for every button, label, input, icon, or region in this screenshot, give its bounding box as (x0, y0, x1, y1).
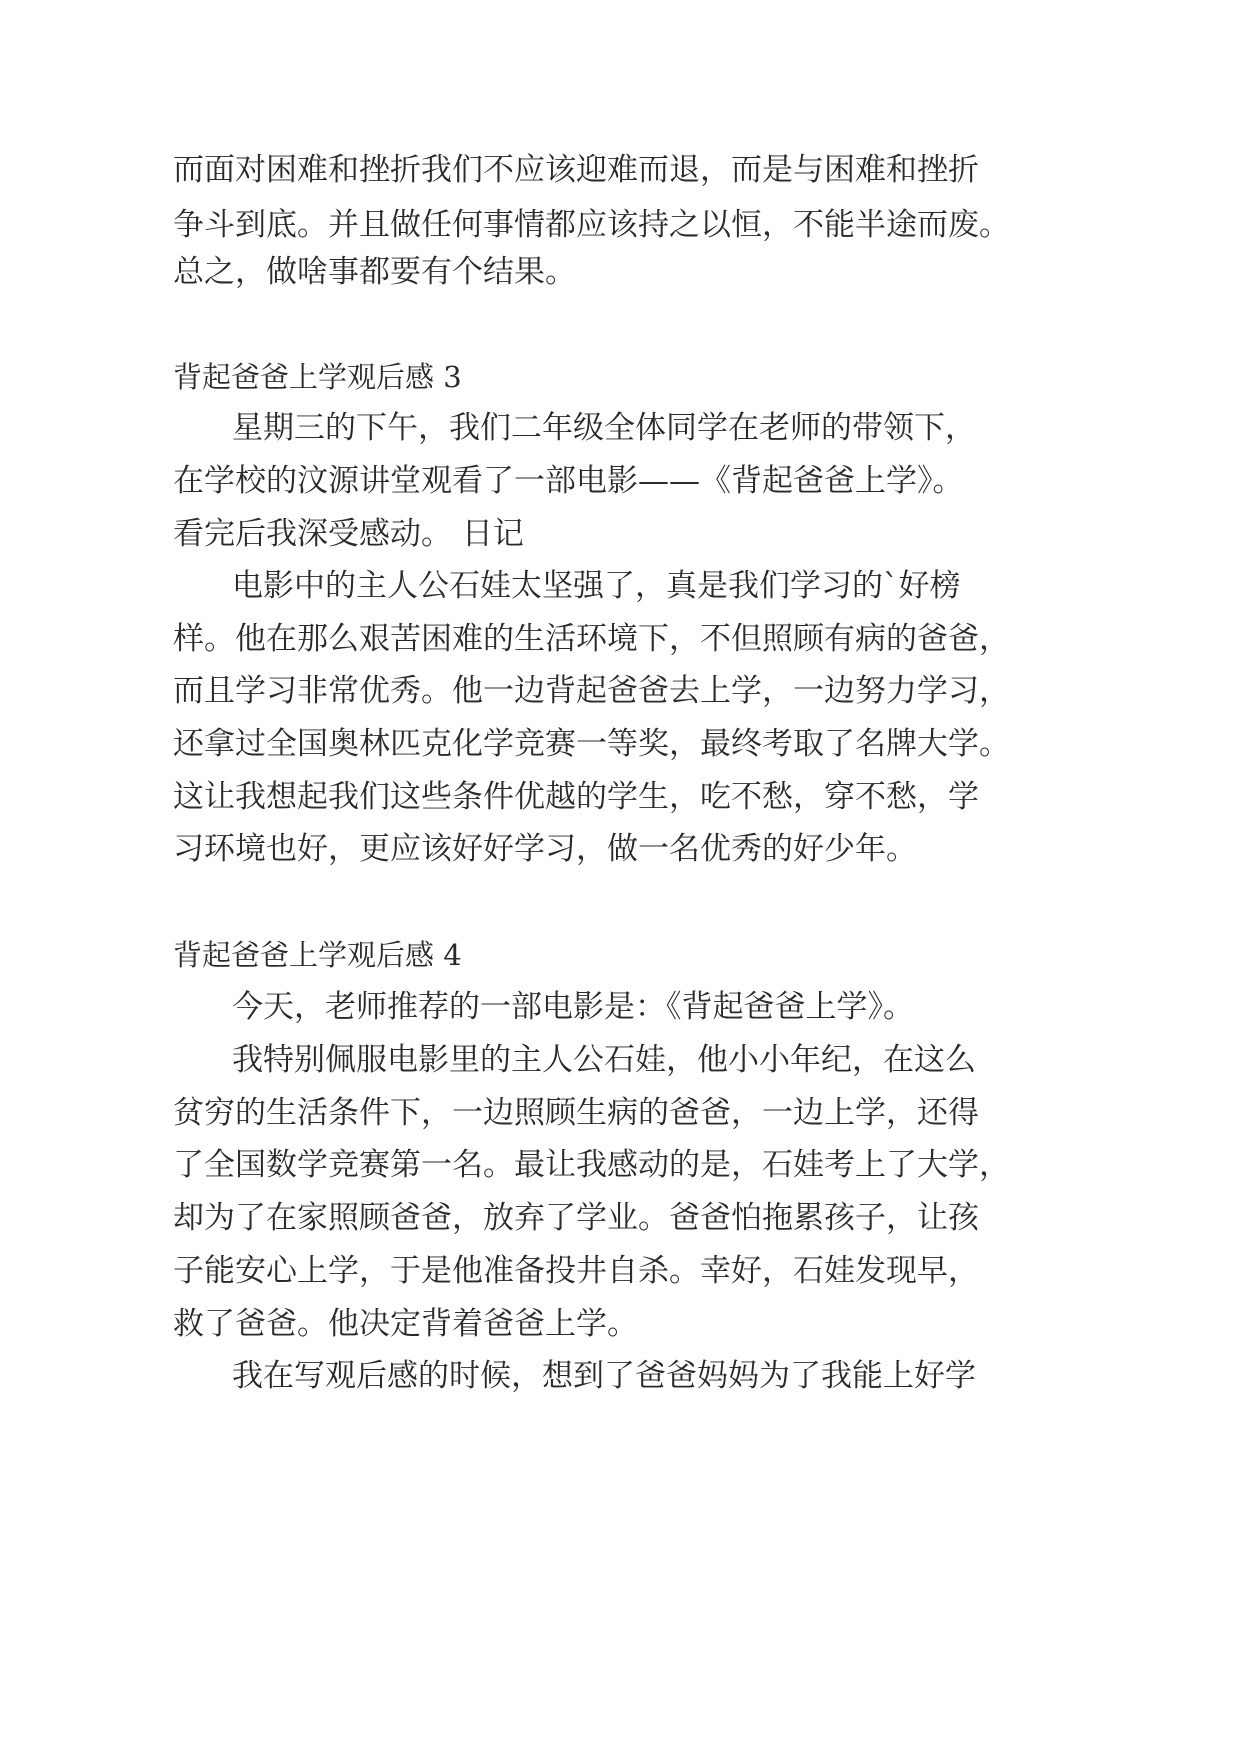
paragraph-line: 还拿过全国奥林匹克化学竞赛一等奖，最终考取了名牌大学。 (173, 726, 1010, 762)
paragraph-line: 这让我想起我们这些条件优越的学生，吃不愁，穿不愁，学 (173, 779, 979, 815)
paragraph-line: 了全国数学竞赛第一名。最让我感动的是，石娃考上了大学， (173, 1147, 1010, 1183)
paragraph-line: 习环境也好，更应该好好学习，做一名优秀的好少年。 (173, 831, 917, 867)
section-heading: 背起爸爸上学观后感 4 (173, 938, 462, 972)
paragraph-line: 今天，老师推荐的一部电影是：《背起爸爸上学》。 (232, 989, 914, 1025)
paragraph-line: 星期三的下午，我们二年级全体同学在老师的带领下， (232, 410, 976, 446)
paragraph-line: 样。他在那么艰苦困难的生活环境下，不但照顾有病的爸爸， (173, 621, 1010, 657)
section-heading: 背起爸爸上学观后感 3 (173, 360, 462, 394)
paragraph-line: 我特别佩服电影里的主人公石娃，他小小年纪，在这么 (232, 1042, 976, 1078)
paragraph-line: 电影中的主人公石娃太坚强了，真是我们学习的`好榜 (232, 568, 961, 604)
paragraph-line: 总之，做啥事都要有个结果。 (173, 254, 576, 290)
paragraph-line: 看完后我深受感动。 日记 (173, 516, 524, 552)
paragraph-line: 而面对困难和挫折我们不应该迎难而退，而是与困难和挫折 (173, 152, 979, 188)
paragraph-line: 救了爸爸。他决定背着爸爸上学。 (173, 1306, 638, 1342)
paragraph-line: 子能安心上学，于是他准备投井自杀。幸好，石娃发现早， (173, 1253, 979, 1289)
paragraph-line: 而且学习非常优秀。他一边背起爸爸去上学，一边努力学习， (173, 673, 1010, 709)
paragraph-line: 争斗到底。并且做任何事情都应该持之以恒，不能半途而废。 (173, 207, 1010, 243)
paragraph-line: 在学校的汶源讲堂观看了一部电影——《背起爸爸上学》。 (173, 463, 964, 499)
paragraph-line: 却为了在家照顾爸爸，放弃了学业。爸爸怕拖累孩子，让孩 (173, 1200, 979, 1236)
paragraph-line: 贫穷的生活条件下，一边照顾生病的爸爸，一边上学，还得 (173, 1095, 979, 1131)
paragraph-line: 我在写观后感的时候，想到了爸爸妈妈为了我能上好学 (232, 1358, 976, 1394)
